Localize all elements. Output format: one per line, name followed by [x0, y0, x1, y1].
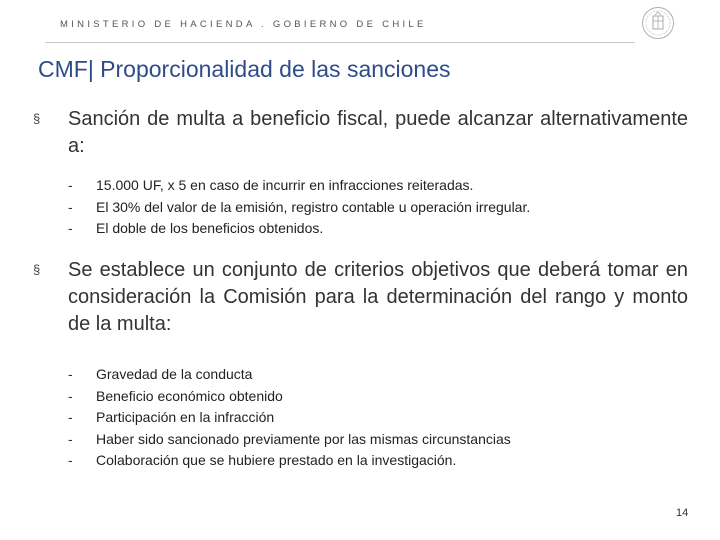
list-item: [68, 364, 511, 386]
list-item-text: Participación en la infracción: [96, 409, 275, 426]
dash-marker: -: [68, 387, 73, 404]
dash-marker: -: [68, 366, 73, 382]
dash-marker: -: [68, 409, 73, 426]
section-1-text: Sanción de multa a beneficio fiscal, puede alcanzar alternativamente a:: [68, 108, 688, 157]
list-item-text: Haber sido sancionado previamente por las mismas circunstancias: [96, 430, 511, 447]
list-item-text: 15.000 UF, x 5 en caso de incurrir en infracciones reiteradas.: [96, 177, 474, 193]
list-item: [68, 407, 511, 429]
list-item: [68, 197, 530, 219]
list-item: [68, 386, 511, 408]
slide-title: CMF| Proporcionalidad de las sanciones: [38, 56, 451, 82]
section-2-text: Se establece un conjunto de criterios objetivos que deberá tomar en consideración la Comisión para la determinación del rango y monto de la multa:: [68, 259, 688, 335]
list-item: [68, 450, 511, 472]
header-divider: [45, 42, 635, 43]
list-item: [68, 218, 530, 240]
list-item-text: Gravedad de la conducta: [96, 366, 253, 382]
list-item: [68, 429, 511, 451]
section-1-bullet: §: [33, 111, 41, 126]
section-2-bullet: §: [33, 262, 41, 277]
government-seal-icon: [641, 6, 675, 40]
list-item-text: El 30% del valor de la emisión, registro contable u operación irregular.: [96, 198, 531, 215]
dash-marker: -: [68, 430, 73, 447]
ministry-header: MINISTERIO DE HACIENDA . GOBIERNO DE CHILE: [60, 19, 427, 30]
list-item: [68, 175, 530, 197]
page-number: 14: [676, 507, 689, 519]
dash-marker: -: [68, 177, 73, 193]
dash-marker: -: [68, 220, 73, 237]
list-item-text: El doble de los beneficios obtenidos.: [96, 220, 324, 237]
section-2-list: [68, 364, 511, 472]
section-1-list: [68, 175, 530, 240]
dash-marker: -: [68, 452, 73, 469]
dash-marker: -: [68, 198, 73, 215]
list-item-text: Beneficio económico obtenido: [96, 387, 283, 404]
list-item-text: Colaboración que se hubiere prestado en la investigación.: [96, 452, 457, 469]
